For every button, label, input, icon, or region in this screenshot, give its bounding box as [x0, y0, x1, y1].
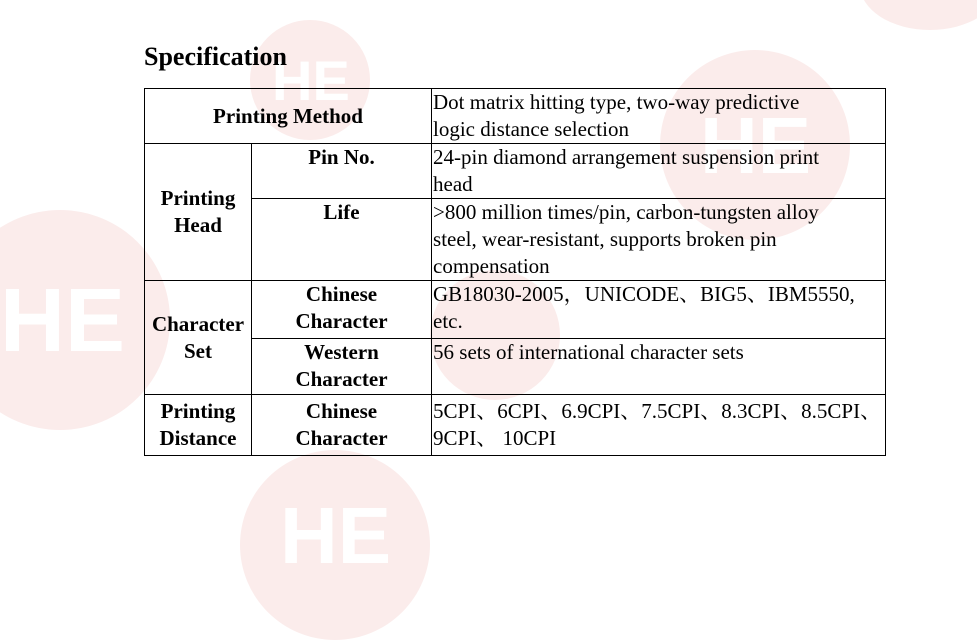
printing-method-label: Printing Method — [145, 89, 432, 144]
table-row — [145, 89, 886, 144]
table-row — [145, 144, 886, 199]
table-row — [145, 199, 886, 281]
watermark-circle — [240, 450, 430, 640]
page-title: Specification — [144, 42, 287, 71]
watermark-circle — [860, 0, 977, 30]
life-value: >800 million times/pin, carbon-tungsten alloy steel, wear-resistant, supports broken pin compensation — [432, 199, 886, 281]
spec-table — [144, 88, 886, 456]
table-row — [145, 339, 886, 395]
watermark-text: HE — [280, 491, 392, 580]
charset-chinese-label: Chinese Character — [252, 281, 432, 339]
pin-no-label: Pin No. — [252, 144, 432, 199]
charset-western-value: 56 sets of international character sets — [432, 339, 886, 395]
table-row — [145, 395, 886, 456]
printing-distance-label: Printing Distance — [145, 395, 252, 456]
printing-head-label: Printing Head — [145, 144, 252, 281]
pin-no-value: 24-pin diamond arrangement suspension print head — [432, 144, 886, 199]
distance-chinese-value: 5CPI、6CPI、6.9CPI、7.5CPI、8.3CPI、8.5CPI、 9CPI、 10CPI — [432, 395, 886, 456]
watermark-text: HE — [700, 101, 812, 190]
distance-chinese-label: Chinese Character — [252, 395, 432, 456]
character-set-label: Character Set — [145, 281, 252, 395]
life-label: Life — [252, 199, 432, 281]
watermark-text: HE — [272, 49, 350, 112]
charset-western-label: Western Character — [252, 339, 432, 395]
printing-method-value: Dot matrix hitting type, two-way predictive logic distance selection — [432, 89, 886, 144]
table-row — [145, 281, 886, 339]
watermark-text: HE — [0, 271, 126, 371]
charset-chinese-value: GB18030-2005，UNICODE、BIG5、IBM5550, etc. — [432, 281, 886, 339]
